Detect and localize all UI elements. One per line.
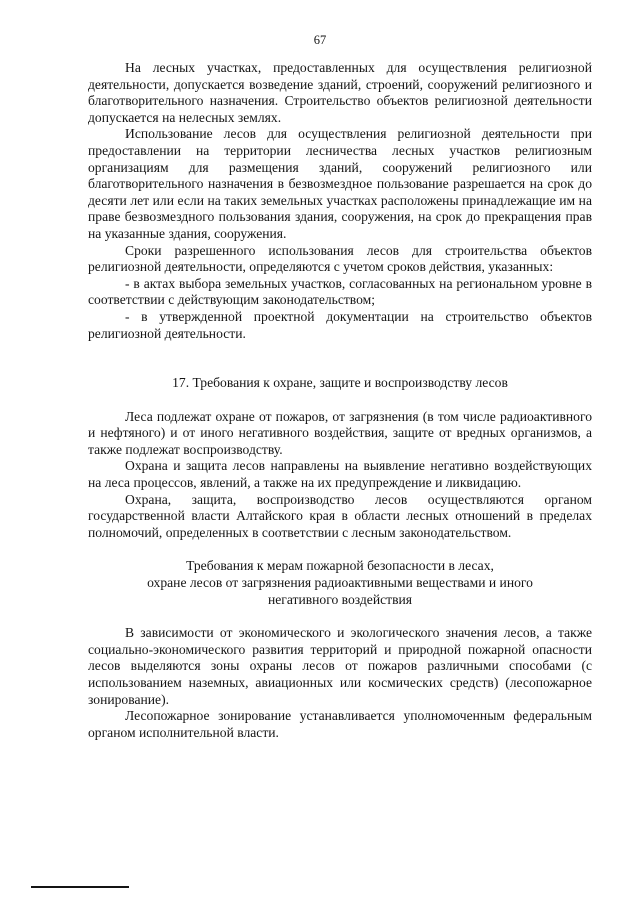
- paragraph-usage-periods: Сроки разрешенного использования лесов для строительства объектов религиозной деятельности, определяются с учетом сроков действия, указанных:: [88, 242, 592, 275]
- subheading-line: негативного воздействия: [267, 591, 413, 607]
- paragraph-fire-zoning: В зависимости от экономического и экологического значения лесов, а также социально-экономического развития территорий и природной пожарной опасности лесов выделяются зоны охраны лесов от пожаров различными способами (с использованием наземных, авиационных или космических средств) (лесопожарное зонирование).: [88, 625, 592, 707]
- paragraph-zoning-authority: Лесопожарное зонирование устанавливается уполномоченным федеральным органом исполнительной власти.: [88, 708, 592, 740]
- subsection-heading-fire-safety: [88, 558, 592, 608]
- subheading-line: Требования к мерам пожарной безопасности в лесах,: [186, 558, 494, 574]
- paragraph-religious-lease-terms: Использование лесов для осуществления религиозной деятельности при предоставлении на территории лесничества лесных участков религиозным организациям для размещения зданий, сооружений религиозного или благотворительного назначения в безвозмездное пользование разрешается на срок до десяти лет или если на таких земельных участках расположены принадлежащие им на праве безвозмездного пользования здания, сооружения, на срок до прекращения прав на указанные здания, сооружения.: [88, 126, 592, 241]
- section-heading-17: 17. Требования к охране, защите и воспроизводству лесов: [172, 375, 508, 391]
- page-number: 67: [313, 33, 327, 47]
- paragraph-authority: Охрана, защита, воспроизводство лесов осуществляются органом государственной власти Алтайского края в области лесных отношений в пределах полномочий, определенных в соответствии с лесным законодательством.: [88, 491, 592, 540]
- footer-rule: [31, 886, 129, 888]
- list-item-land-acts: - в актах выбора земельных участков, согласованных на региональном уровне в соответствии с действующим законодательством;: [88, 275, 592, 308]
- paragraph-religious-land-use: На лесных участках, предоставленных для осуществления религиозной деятельности, допускается возведение зданий, строений, сооружений религиозного и благотворительного назначения. Строительство объектов религиозной деятельности допускается на нелесных землях.: [88, 60, 592, 125]
- list-item-project-docs: - в утвержденной проектной документации на строительство объектов религиозной деятельности.: [88, 308, 592, 341]
- paragraph-protection-goals: Охрана и защита лесов направлены на выявление негативно воздействующих на леса процессов, явлений, а также на их предупреждение и ликвидацию.: [88, 458, 592, 491]
- paragraph-forest-protection: Леса подлежат охране от пожаров, от загрязнения (в том числе радиоактивного и нефтяного) и от иного негативного воздействия, защите от вредных организмов, а также подлежат воспроизводству.: [88, 408, 592, 457]
- subheading-line: охране лесов от загрязнения радиоактивными веществами и иного: [147, 575, 533, 591]
- document-body: [88, 60, 592, 741]
